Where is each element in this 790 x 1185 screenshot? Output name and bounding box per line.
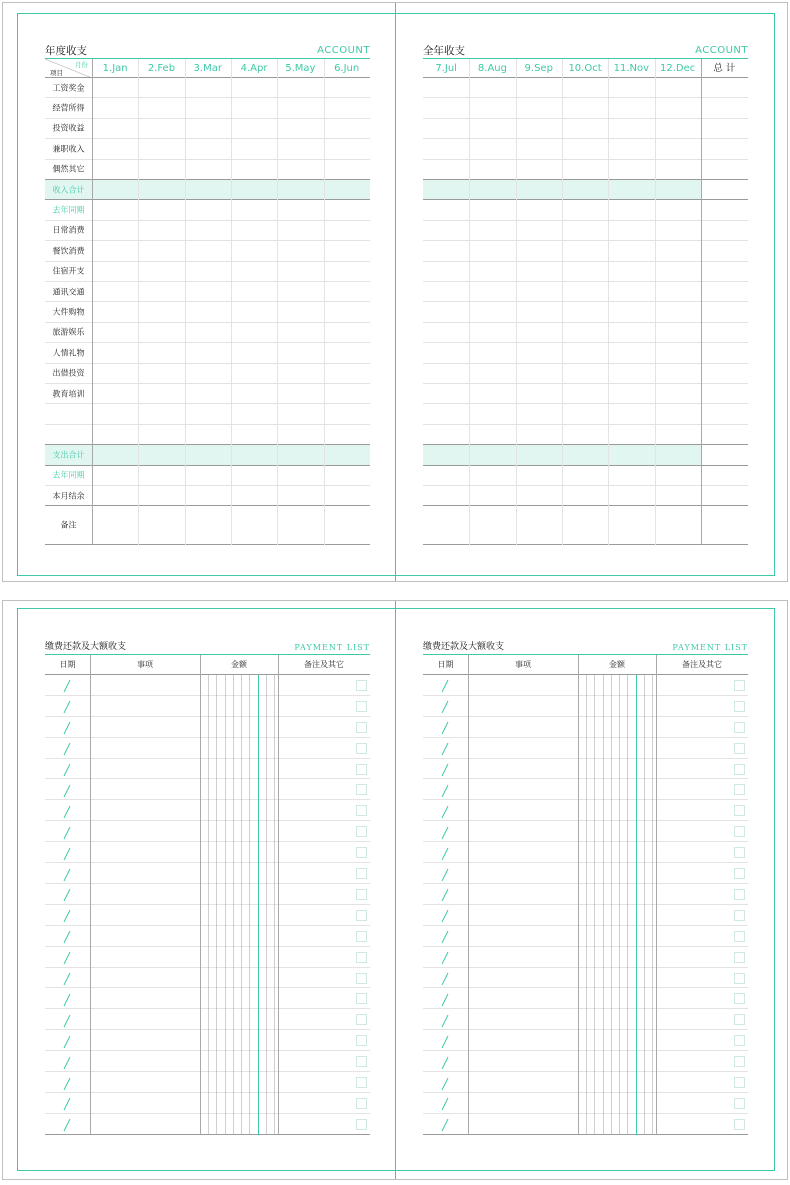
amount-digit-line [586, 675, 587, 1135]
date-slash-mark [441, 846, 449, 860]
payment-column-line [90, 655, 91, 1135]
note-checkbox[interactable] [734, 1035, 745, 1046]
date-slash-mark [441, 741, 449, 755]
account-right-title: 全年收支 [423, 45, 465, 57]
row-label: 餐饮消费 [52, 246, 85, 256]
payment-spread [2, 600, 788, 1180]
left-account-row[interactable] [45, 200, 370, 220]
left-account-row[interactable] [45, 404, 370, 424]
month-column-line [516, 59, 517, 545]
left-account-row[interactable] [45, 302, 370, 322]
date-slash-mark [441, 867, 449, 881]
date-slash-mark [441, 1013, 449, 1027]
month-column-line [469, 59, 470, 545]
note-checkbox[interactable] [356, 1077, 367, 1088]
date-slash-mark [441, 971, 449, 985]
note-checkbox[interactable] [734, 952, 745, 963]
payment-column-line [200, 655, 201, 1135]
right-payment-header: 事项 [515, 660, 531, 669]
left-account-row[interactable] [45, 98, 370, 118]
note-checkbox[interactable] [356, 868, 367, 879]
note-checkbox[interactable] [356, 764, 367, 775]
right-account-row[interactable] [423, 282, 748, 302]
date-slash-mark [441, 908, 449, 922]
right-account-row[interactable] [423, 98, 748, 118]
row-label: 大件购物 [52, 307, 85, 317]
left-account-row[interactable] [45, 119, 370, 139]
date-slash-mark [441, 1096, 449, 1110]
note-checkbox[interactable] [734, 680, 745, 691]
amount-digit-line [208, 675, 209, 1135]
account-left-title: 年度收支 [45, 45, 87, 57]
account-right-brand: ACCOUNT [695, 45, 748, 56]
payment-column-line [278, 655, 279, 1135]
note-checkbox[interactable] [734, 743, 745, 754]
note-checkbox[interactable] [356, 1056, 367, 1067]
left-account-row[interactable] [45, 364, 370, 384]
left-account-row[interactable] [45, 160, 370, 180]
amount-digit-line [266, 675, 267, 1135]
left-account-row[interactable] [45, 78, 370, 98]
date-slash-mark [63, 699, 71, 713]
note-checkbox[interactable] [356, 1119, 367, 1130]
corner-month-label: 月份 [75, 61, 88, 69]
right-account-row[interactable] [423, 241, 748, 261]
row-label: 人情礼物 [52, 348, 85, 358]
month-column-line [655, 59, 656, 545]
row-label: 兼职收入 [52, 144, 85, 154]
left-month-header: 2.Feb [147, 63, 176, 74]
row-label: 投资收益 [52, 123, 85, 133]
note-checkbox[interactable] [356, 826, 367, 837]
right-account-row[interactable] [423, 506, 748, 545]
right-account-row[interactable] [423, 364, 748, 384]
label-column-line [92, 59, 93, 545]
corner-item-label: 项目 [50, 69, 63, 77]
date-slash-mark [441, 783, 449, 797]
right-account-row[interactable] [423, 139, 748, 159]
row-label: 旅游娱乐 [52, 327, 85, 337]
date-slash-mark [63, 1096, 71, 1110]
right-payment-header: 金额 [609, 660, 625, 669]
note-checkbox[interactable] [734, 910, 745, 921]
payment-column-line [578, 655, 579, 1135]
row-label: 本月结余 [52, 491, 85, 501]
date-slash-mark [441, 950, 449, 964]
note-checkbox[interactable] [356, 931, 367, 942]
date-slash-mark [441, 804, 449, 818]
note-checkbox[interactable] [734, 973, 745, 984]
right-account-row[interactable] [423, 466, 748, 486]
right-month-header: 12.Dec [660, 63, 696, 74]
date-slash-mark [63, 1076, 71, 1090]
month-column-line [324, 59, 325, 545]
date-slash-mark [441, 929, 449, 943]
left-account-row[interactable] [45, 221, 370, 241]
date-slash-mark [441, 825, 449, 839]
right-account-row[interactable] [423, 180, 748, 200]
right-payment-header: 备注及其它 [682, 660, 722, 669]
month-column-line [608, 59, 609, 545]
right-account-row[interactable] [423, 343, 748, 363]
amount-digit-line [619, 675, 620, 1135]
date-slash-mark [63, 992, 71, 1006]
note-checkbox[interactable] [734, 826, 745, 837]
left-account-row[interactable] [45, 180, 370, 200]
note-checkbox[interactable] [356, 993, 367, 1004]
left-month-header: 4.Apr [240, 63, 268, 74]
account-left-brand: ACCOUNT [317, 45, 370, 56]
left-account-row[interactable] [45, 323, 370, 343]
row-label: 经营所得 [52, 103, 85, 113]
note-checkbox[interactable] [356, 701, 367, 712]
note-checkbox[interactable] [356, 1098, 367, 1109]
right-account-row[interactable] [423, 384, 748, 404]
note-checkbox[interactable] [734, 1119, 745, 1130]
date-slash-mark [441, 699, 449, 713]
row-label: 通讯交通 [52, 287, 85, 297]
date-slash-mark [63, 783, 71, 797]
left-month-header: 3.Mar [193, 63, 222, 74]
amount-digit-line [636, 675, 637, 1135]
left-payment-header: 事项 [137, 660, 153, 669]
date-slash-mark [63, 741, 71, 755]
total-column-line [701, 59, 702, 545]
note-checkbox[interactable] [356, 1035, 367, 1046]
date-slash-mark [63, 720, 71, 734]
amount-digit-line [233, 675, 234, 1135]
note-checkbox[interactable] [356, 722, 367, 733]
date-slash-mark [441, 678, 449, 692]
date-slash-mark [63, 825, 71, 839]
amount-digit-line [603, 675, 604, 1135]
date-slash-mark [441, 887, 449, 901]
right-account-row[interactable] [423, 78, 748, 98]
note-checkbox[interactable] [356, 910, 367, 921]
date-slash-mark [441, 1034, 449, 1048]
row-label: 支出合计 [52, 450, 85, 460]
date-slash-mark [63, 1055, 71, 1069]
note-checkbox[interactable] [734, 847, 745, 858]
date-slash-mark [63, 762, 71, 776]
account-left-page [45, 43, 370, 545]
note-checkbox[interactable] [734, 889, 745, 900]
right-account-row[interactable] [423, 262, 748, 282]
account-right-grid [423, 59, 748, 545]
date-slash-mark [63, 929, 71, 943]
left-payment-header: 备注及其它 [304, 660, 344, 669]
right-payment-header: 日期 [437, 660, 454, 669]
note-checkbox[interactable] [734, 805, 745, 816]
right-account-row[interactable] [423, 445, 748, 465]
left-month-header: 1.Jan [102, 63, 128, 74]
note-checkbox[interactable] [356, 680, 367, 691]
row-label: 工资奖金 [52, 83, 85, 93]
right-account-row[interactable] [423, 160, 748, 180]
row-label: 出借投资 [52, 368, 85, 378]
note-checkbox[interactable] [734, 1056, 745, 1067]
payment-left-grid [45, 655, 370, 1137]
right-account-row[interactable] [423, 486, 748, 506]
date-slash-mark [63, 846, 71, 860]
note-checkbox[interactable] [734, 722, 745, 733]
row-label: 住宿开支 [52, 266, 85, 276]
date-slash-mark [63, 887, 71, 901]
payment-right-brand: PAYMENT LIST [672, 643, 748, 652]
left-account-row[interactable] [45, 262, 370, 282]
right-account-row[interactable] [423, 200, 748, 220]
payment-right-page [423, 639, 748, 1139]
row-label: 去年同期 [52, 470, 85, 480]
row-label: 备注 [60, 520, 77, 530]
left-payment-header: 金额 [231, 660, 247, 669]
row-label: 日常消费 [52, 225, 85, 235]
left-account-row[interactable] [45, 445, 370, 465]
account-right-page [423, 43, 748, 545]
row-label: 偶然其它 [52, 164, 85, 174]
note-checkbox[interactable] [734, 1077, 745, 1088]
date-slash-mark [441, 720, 449, 734]
note-checkbox[interactable] [356, 805, 367, 816]
note-checkbox[interactable] [734, 931, 745, 942]
note-checkbox[interactable] [356, 889, 367, 900]
right-month-header: 7.Jul [435, 63, 457, 74]
left-account-row[interactable] [45, 425, 370, 445]
right-account-row[interactable] [423, 323, 748, 343]
row-label: 收入合计 [52, 185, 85, 195]
date-slash-mark [63, 1117, 71, 1131]
note-checkbox[interactable] [356, 952, 367, 963]
date-slash-mark [63, 678, 71, 692]
left-account-row[interactable] [45, 343, 370, 363]
left-account-row[interactable] [45, 139, 370, 159]
right-account-row[interactable] [423, 404, 748, 424]
left-account-row[interactable] [45, 241, 370, 261]
payment-left-brand: PAYMENT LIST [294, 643, 370, 652]
note-checkbox[interactable] [356, 743, 367, 754]
right-account-row[interactable] [423, 119, 748, 139]
amount-digit-line [225, 675, 226, 1135]
account-spine [395, 3, 396, 581]
right-month-header: 11.Nov [613, 63, 650, 74]
amount-digit-line [216, 675, 217, 1135]
left-account-row[interactable] [45, 506, 370, 545]
note-checkbox[interactable] [734, 784, 745, 795]
month-column-line [185, 59, 186, 545]
right-month-header: 9.Sep [524, 63, 553, 74]
month-column-line [562, 59, 563, 545]
note-checkbox[interactable] [734, 1098, 745, 1109]
right-account-row[interactable] [423, 302, 748, 322]
payment-column-line [468, 655, 469, 1135]
payment-right-title: 缴费还款及大额收支 [423, 642, 505, 652]
note-checkbox[interactable] [734, 764, 745, 775]
date-slash-mark [63, 908, 71, 922]
date-slash-mark [63, 1034, 71, 1048]
left-month-header: 6.Jun [334, 63, 360, 74]
date-slash-mark [441, 762, 449, 776]
amount-digit-line [611, 675, 612, 1135]
left-payment-header: 日期 [59, 660, 76, 669]
date-slash-mark [441, 1117, 449, 1131]
right-month-header: 8.Aug [477, 63, 507, 74]
left-account-row[interactable] [45, 282, 370, 302]
payment-left-page [45, 639, 370, 1139]
note-checkbox[interactable] [356, 973, 367, 984]
month-column-line [138, 59, 139, 545]
amount-digit-line [241, 675, 242, 1135]
note-checkbox[interactable] [356, 1014, 367, 1025]
account-left-grid [45, 59, 370, 545]
left-account-row[interactable] [45, 486, 370, 506]
note-checkbox[interactable] [356, 784, 367, 795]
left-account-row[interactable] [45, 466, 370, 486]
amount-digit-line [652, 675, 653, 1135]
payment-left-title: 缴费还款及大额收支 [45, 642, 127, 652]
amount-digit-line [258, 675, 259, 1135]
account-spread [2, 2, 788, 582]
amount-digit-line [594, 675, 595, 1135]
right-account-row[interactable] [423, 425, 748, 445]
left-account-row[interactable] [45, 384, 370, 404]
date-slash-mark [63, 1013, 71, 1027]
left-month-header: 5.May [285, 63, 316, 74]
row-label: 去年同期 [52, 205, 85, 215]
amount-digit-line [249, 675, 250, 1135]
row-label: 教育培训 [52, 389, 85, 399]
month-column-line [277, 59, 278, 545]
date-slash-mark [63, 950, 71, 964]
date-slash-mark [441, 1055, 449, 1069]
payment-right-grid [423, 655, 748, 1137]
payment-column-line [656, 655, 657, 1135]
date-slash-mark [441, 992, 449, 1006]
month-column-line [231, 59, 232, 545]
date-slash-mark [441, 1076, 449, 1090]
amount-digit-line [274, 675, 275, 1135]
amount-digit-line [644, 675, 645, 1135]
total-header: 总 计 [713, 63, 736, 74]
amount-digit-line [627, 675, 628, 1135]
right-month-header: 10.Oct [568, 63, 602, 74]
note-checkbox[interactable] [356, 847, 367, 858]
note-checkbox[interactable] [734, 1014, 745, 1025]
note-checkbox[interactable] [734, 868, 745, 879]
date-slash-mark [63, 971, 71, 985]
right-account-row[interactable] [423, 221, 748, 241]
note-checkbox[interactable] [734, 993, 745, 1004]
date-slash-mark [63, 867, 71, 881]
note-checkbox[interactable] [734, 701, 745, 712]
date-slash-mark [63, 804, 71, 818]
payment-spine [395, 601, 396, 1179]
